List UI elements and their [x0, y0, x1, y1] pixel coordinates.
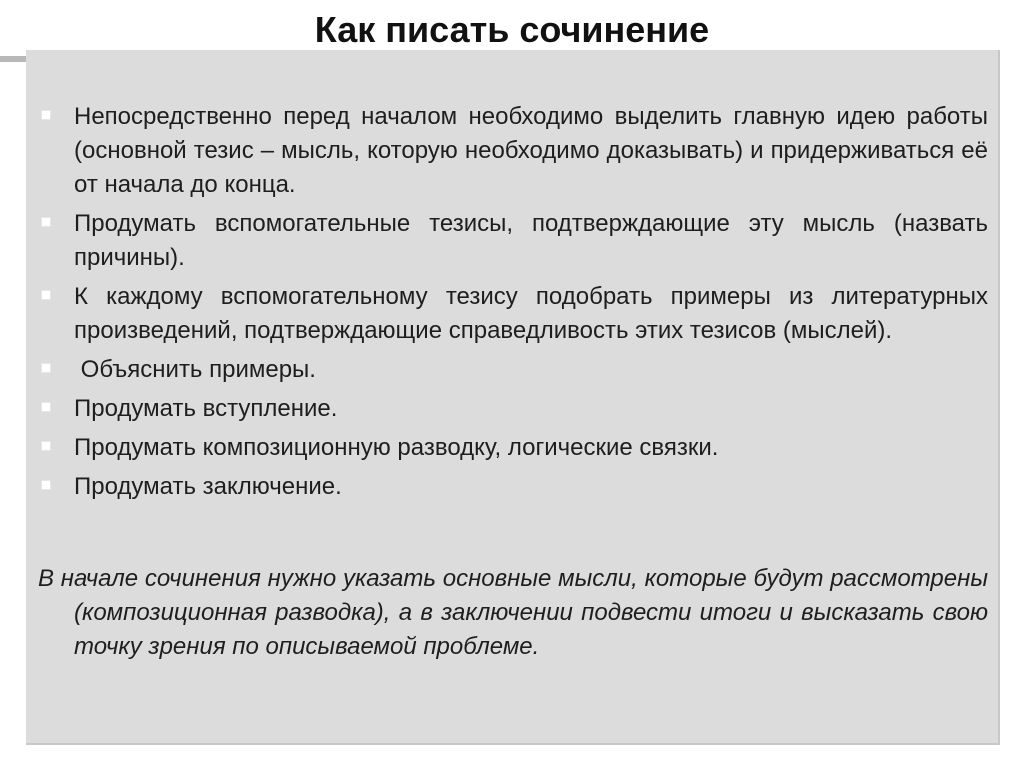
- list-item-text: Продумать вспомогательные тезисы, подтверждающие эту мысль (назвать причины).: [74, 210, 988, 271]
- square-bullet-icon: [41, 480, 51, 490]
- list-item-text: Продумать композиционную разводку, логические связки.: [74, 434, 719, 461]
- list-item: [74, 280, 988, 348]
- decorative-bar: [0, 56, 26, 62]
- list-item: [74, 392, 988, 426]
- list-item: [74, 100, 988, 202]
- list-item: [74, 207, 988, 275]
- list-item-text: Продумать вступление.: [74, 395, 338, 422]
- square-bullet-icon: [41, 290, 51, 300]
- square-bullet-icon: [41, 110, 51, 120]
- list-item-text: Объяснить примеры.: [74, 356, 316, 383]
- square-bullet-icon: [41, 441, 51, 451]
- summary-note: [38, 562, 988, 664]
- list-item-text: Непосредственно перед началом необходимо выделить главную идею работы (основной тезис – мысль, которую необходимо доказывать) и придерживаться её от начала до конца.: [74, 103, 988, 198]
- square-bullet-icon: [41, 402, 51, 412]
- summary-note-text: В начале сочинения нужно указать основные мысли, которые будут рассмотрены (композиционная разводка), а в заключении подвести итоги и высказать свою точку зрения по описываемой проблеме.: [38, 565, 988, 660]
- bullet-list: [74, 100, 988, 509]
- square-bullet-icon: [41, 217, 51, 227]
- list-item-text: К каждому вспомогательному тезису подобрать примеры из литературных произведений, подтверждающие справедливость этих тезисов (мыслей).: [74, 283, 988, 344]
- list-item-text: Продумать заключение.: [74, 473, 342, 500]
- list-item: [74, 431, 988, 465]
- list-item: [74, 353, 988, 387]
- slide-title: Как писать сочинение: [314, 9, 710, 50]
- square-bullet-icon: [41, 363, 51, 373]
- list-item: [74, 470, 988, 504]
